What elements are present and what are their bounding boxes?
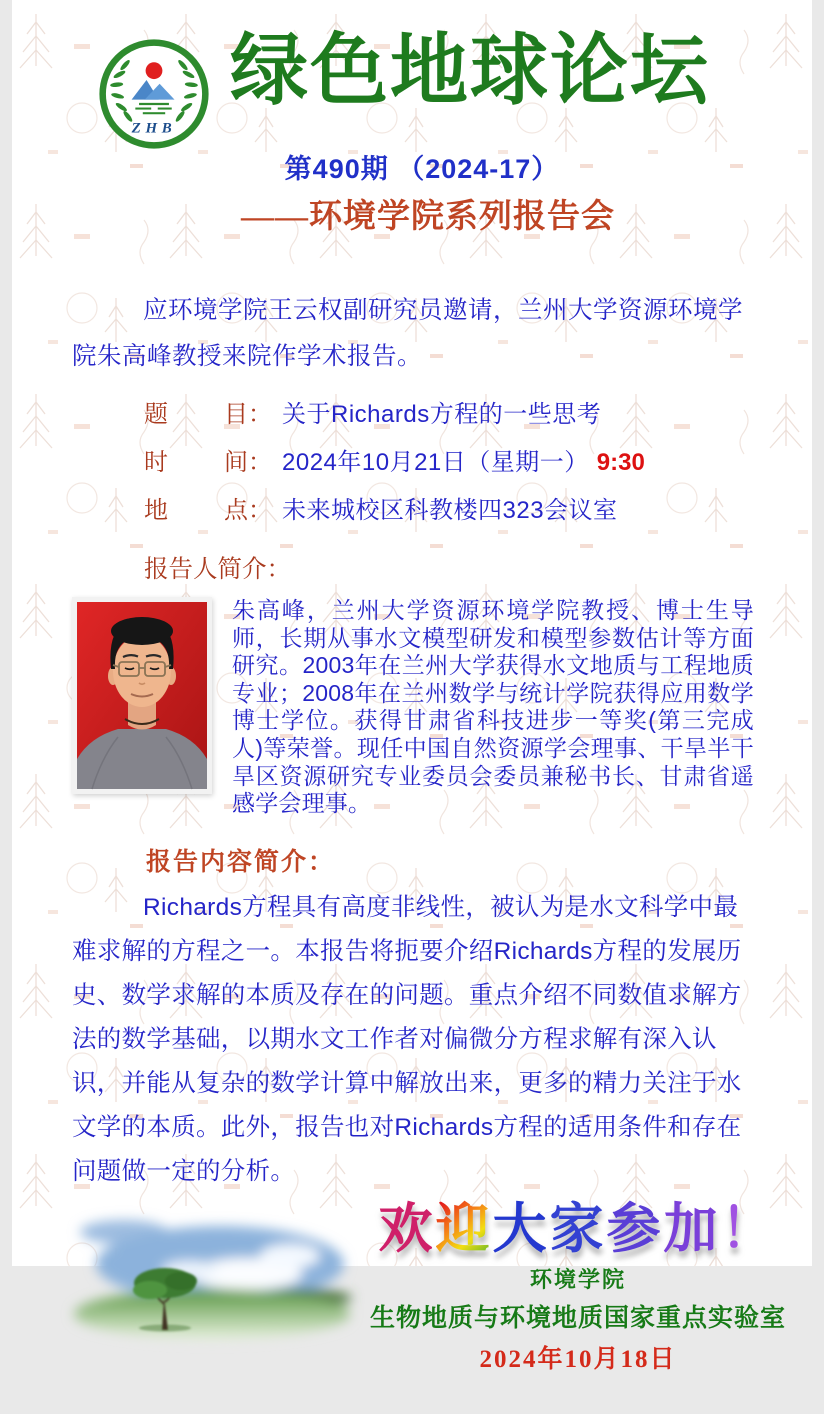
time-value: 2024年10月21日（星期一） (282, 449, 589, 476)
organizer-laboratory: 生物地质与环境地质国家重点实验室 (369, 1304, 786, 1332)
welcome-char: 家 (549, 1198, 607, 1259)
logo-abbr-text: ZHB (131, 120, 177, 137)
logo-sun-icon (146, 62, 163, 79)
welcome-char: 加 (663, 1198, 721, 1259)
speaker-bio: 朱高峰，兰州大学资源环境学院教授、博士生导师，长期从事水文模型研发和模型参数估计等方面研究。2003年在兰州大学获得水文地质与工程地质专业；2008年在兰州数学与统计学院获得应用数学博士学位。获得甘肃省科技进步一等奖(第三完成人)等荣誉。现任中国自然资源学会理事、干旱半干旱区资源研究专业委员会委员兼秘书长、甘肃省遥感学会理事。 (232, 597, 754, 817)
invitation-paragraph: 应环境学院王云权副研究员邀请，兰州大学资源环境学院朱高峰教授来院作学术报告。 (72, 297, 744, 370)
welcome-message (354, 1198, 802, 1260)
publish-date: 2024年10月18日 (479, 1345, 677, 1373)
speaker-photo (72, 597, 212, 794)
detail-row-time (144, 442, 754, 490)
time-highlight: 9:30 (596, 449, 645, 476)
welcome-char: 参 (606, 1198, 664, 1259)
poster-header (12, 0, 812, 246)
seminar-poster (12, 0, 812, 1373)
topic-value: 关于Richards方程的一些思考 (282, 401, 602, 428)
topic-label: 题 目： (144, 401, 272, 428)
landscape-image (62, 1212, 354, 1352)
welcome-char: 欢 (378, 1198, 436, 1259)
speaker-section-title: 报告人简介： (144, 556, 291, 583)
series-subtitle: ——环境学院系列报告会 (241, 199, 615, 235)
detail-row-topic (144, 394, 754, 442)
detail-row-venue (144, 490, 754, 538)
issue-number: 第490期 （2024-17） (284, 154, 560, 184)
abstract-section-title: 报告内容简介： (146, 847, 336, 876)
organizer-college: 环境学院 (529, 1266, 626, 1292)
poster-footer (12, 1198, 812, 1414)
abstract-paragraph: Richards方程具有高度非线性，被认为是水文科学中最难求解的方程之一。本报告将扼要介绍Richards方程的发展历史、数学求解的本质及存在的问题。重点介绍不同数值求解方法的数学基础，以期水文工作者对偏微分方程求解有深入认识，并能从复杂的数学计算中解放出来，更多的精力关注于水文学的本质。此外，报告也对Richards方程的适用条件和存在问题做一定的分析。 (72, 893, 742, 1185)
venue-value: 未来城校区科教楼四323会议室 (282, 497, 618, 524)
forum-title: 绿色地球论坛 (229, 27, 710, 114)
welcome-char: 大 (492, 1198, 550, 1259)
zhb-environment-logo-icon (90, 38, 218, 150)
welcome-char: 迎 (435, 1198, 493, 1259)
speaker-section (72, 597, 754, 818)
welcome-char: ！ (720, 1198, 778, 1259)
time-label: 时 间： (144, 449, 272, 476)
event-details (144, 394, 754, 538)
venue-label: 地 点： (144, 497, 272, 524)
poster-body (12, 288, 812, 1194)
footer-signature (354, 1198, 802, 1375)
